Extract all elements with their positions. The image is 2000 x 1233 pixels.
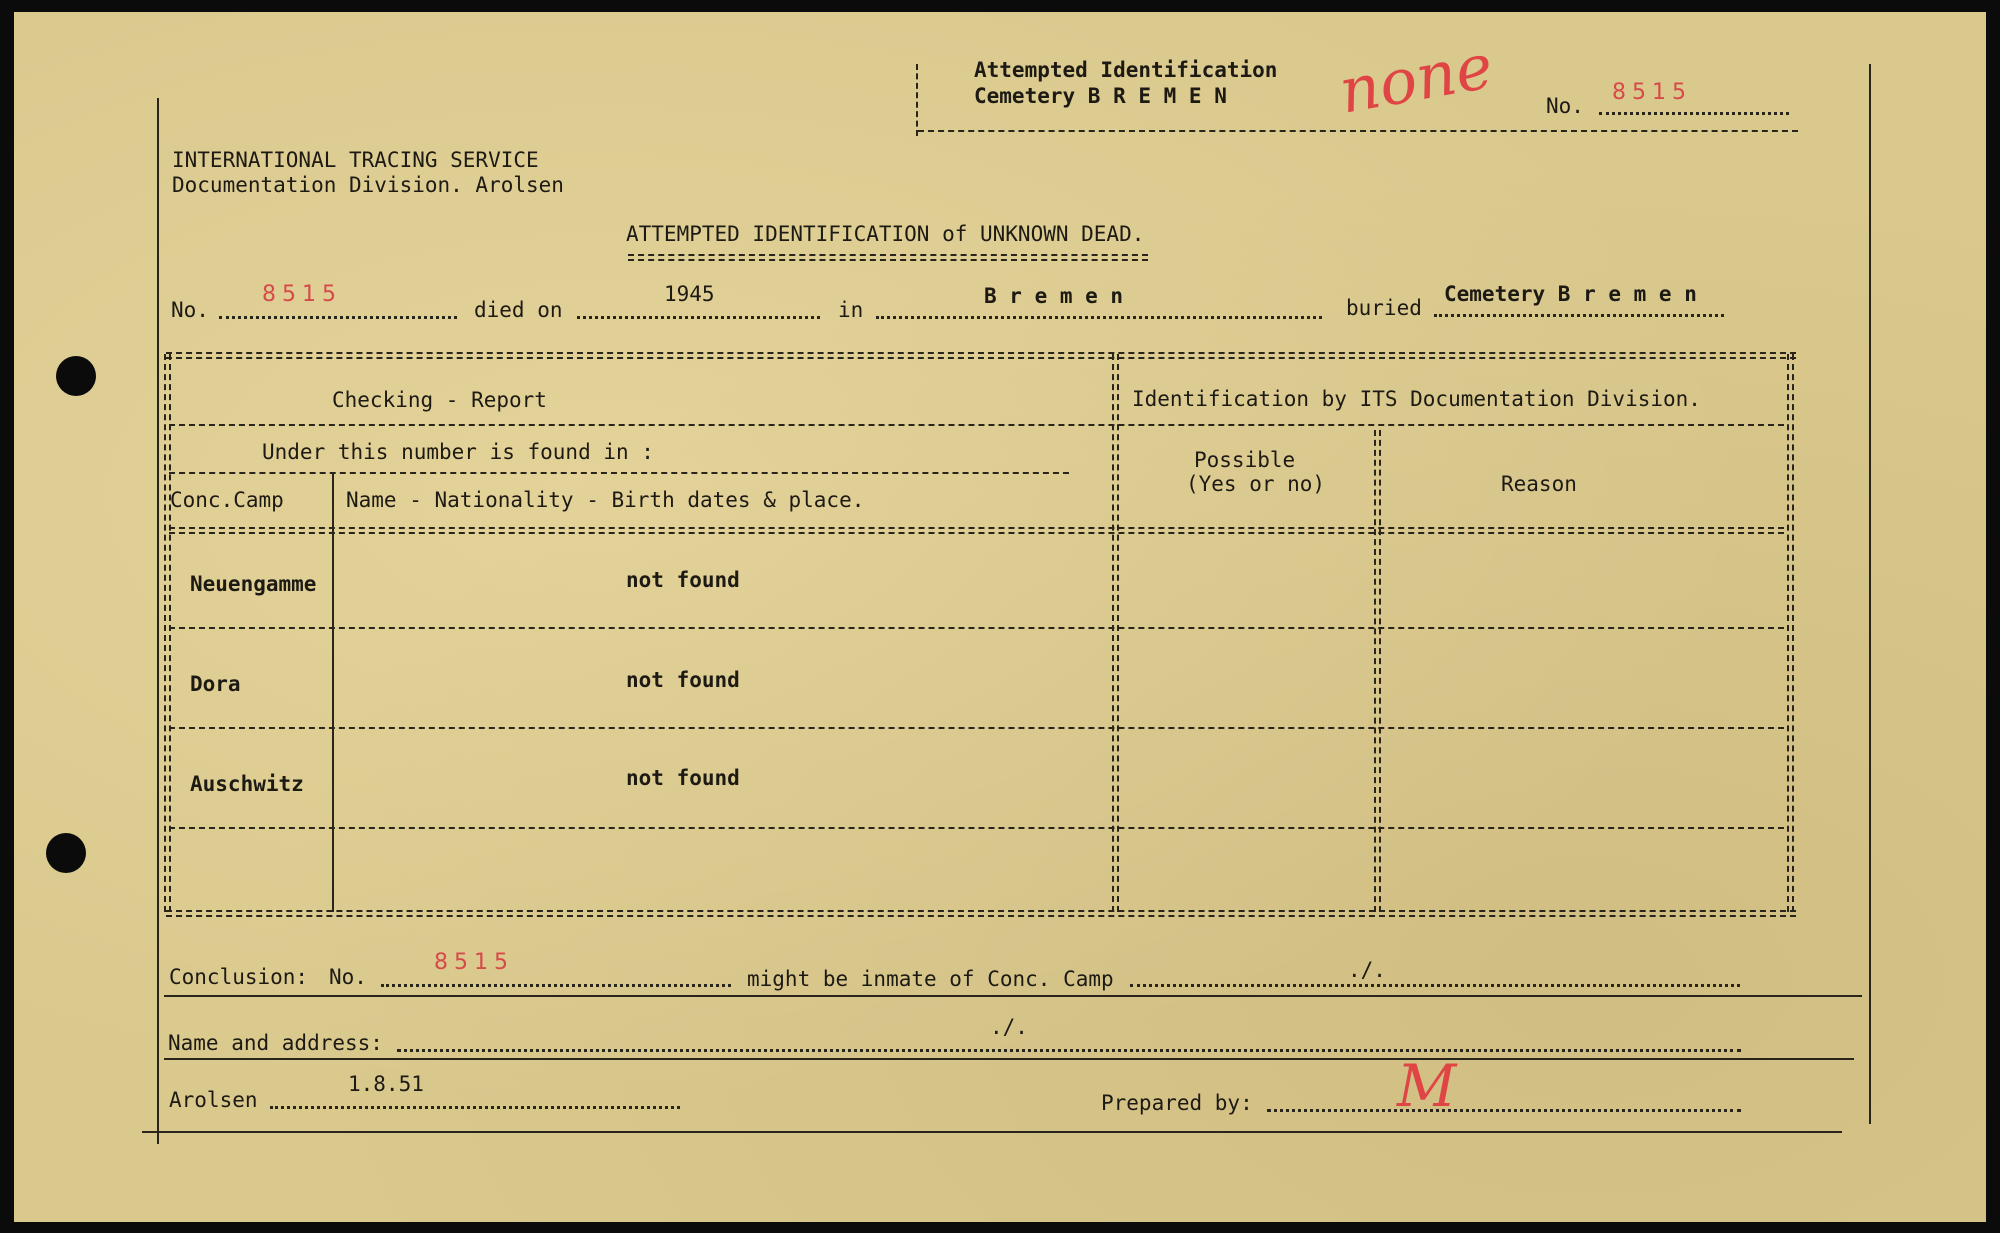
record-died-label: died on	[474, 298, 563, 322]
org-line1: INTERNATIONAL TRACING SERVICE	[172, 148, 539, 172]
footer-date-dots	[270, 1106, 680, 1109]
table-found-in: Under this number is found in :	[262, 440, 654, 464]
col-header-name: Name - Nationality - Birth dates & place.	[346, 488, 865, 512]
footer-date-value: 1.8.51	[348, 1072, 424, 1096]
row-2-result: not found	[626, 668, 740, 692]
header-no-value: 8515	[1612, 80, 1692, 105]
header-box-left-edge	[916, 64, 918, 136]
right-frame-line	[1869, 64, 1871, 1124]
record-in-label: in	[838, 298, 864, 322]
header-no-label: No.	[1546, 94, 1584, 118]
col-header-reason: Reason	[1501, 472, 1577, 496]
conclusion-camp-value: ./.	[1348, 958, 1386, 982]
name-address-value: ./.	[990, 1015, 1028, 1039]
table-bottom-border	[166, 910, 1796, 912]
table-header-separator	[169, 424, 1784, 426]
row-3-camp: Auschwitz	[190, 772, 304, 796]
col-header-possible-2: (Yes or no)	[1186, 472, 1326, 496]
record-buried-label: buried	[1346, 296, 1422, 320]
col-header-camp: Conc.Camp	[170, 488, 284, 512]
table-left-border	[164, 354, 166, 912]
record-buried-dots	[1434, 314, 1724, 317]
record-in-value: B r e m e n	[984, 284, 1124, 308]
table-camp-divider	[332, 472, 334, 912]
conclusion-camp-dots	[1130, 984, 1740, 987]
conclusion-no-dots	[381, 984, 731, 987]
footer-place-label: Arolsen	[169, 1088, 258, 1112]
punch-hole-bottom	[46, 833, 86, 873]
row-3-separator	[169, 827, 1784, 829]
header-box-line2: Cemetery B R E M E N	[974, 84, 1227, 108]
table-right-header: Identification by ITS Documentation Division.	[1132, 387, 1701, 411]
footer-prepared-dots	[1267, 1109, 1741, 1112]
header-annotation: none	[1333, 29, 1499, 128]
table-column-header-separator	[169, 527, 1784, 529]
page-title: ATTEMPTED IDENTIFICATION of UNKNOWN DEAD.	[626, 222, 1145, 246]
col-header-possible-1: Possible	[1194, 448, 1296, 472]
conclusion-no-label: No.	[329, 965, 367, 989]
table-top-border	[166, 352, 1796, 354]
row-1-separator	[169, 627, 1784, 629]
bottom-frame-line	[142, 1131, 1842, 1133]
footer-prepared-signature: M	[1397, 1052, 1457, 1120]
record-died-value: 1945	[664, 282, 715, 306]
row-2-separator	[169, 727, 1784, 729]
conclusion-no-value: 8515	[434, 950, 514, 975]
left-frame-line	[157, 98, 159, 1144]
name-address-label: Name and address:	[168, 1031, 383, 1055]
record-died-dots	[577, 316, 820, 319]
conclusion-rule	[164, 995, 1862, 997]
record-no-value: 8515	[262, 282, 342, 307]
row-1-result: not found	[626, 568, 740, 592]
row-1-camp: Neuengamme	[190, 572, 317, 596]
header-box-bottom-edge	[918, 130, 1798, 132]
record-no-dots	[219, 316, 457, 319]
table-subheader-separator	[169, 472, 1069, 474]
table-left-header: Checking - Report	[332, 388, 547, 412]
name-address-rule	[164, 1058, 1854, 1060]
row-3-result: not found	[626, 766, 740, 790]
punch-hole-top	[56, 356, 96, 396]
table-possible-divider	[1374, 430, 1376, 912]
header-no-dots	[1599, 112, 1789, 115]
record-buried-value: Cemetery B r e m e n	[1444, 282, 1697, 306]
header-box-line1: Attempted Identification	[974, 58, 1278, 82]
title-underline	[628, 254, 1148, 256]
footer-prepared-label: Prepared by:	[1101, 1091, 1253, 1115]
conclusion-mid-text: might be inmate of Conc. Camp	[747, 967, 1114, 991]
org-line2: Documentation Division. Arolsen	[172, 173, 564, 197]
table-right-border	[1787, 354, 1789, 912]
row-2-camp: Dora	[190, 672, 241, 696]
record-no-label: No.	[171, 298, 209, 322]
record-in-dots	[876, 316, 1322, 319]
name-address-dots	[397, 1049, 1741, 1052]
document-card	[14, 12, 1986, 1222]
conclusion-label: Conclusion:	[169, 965, 309, 989]
